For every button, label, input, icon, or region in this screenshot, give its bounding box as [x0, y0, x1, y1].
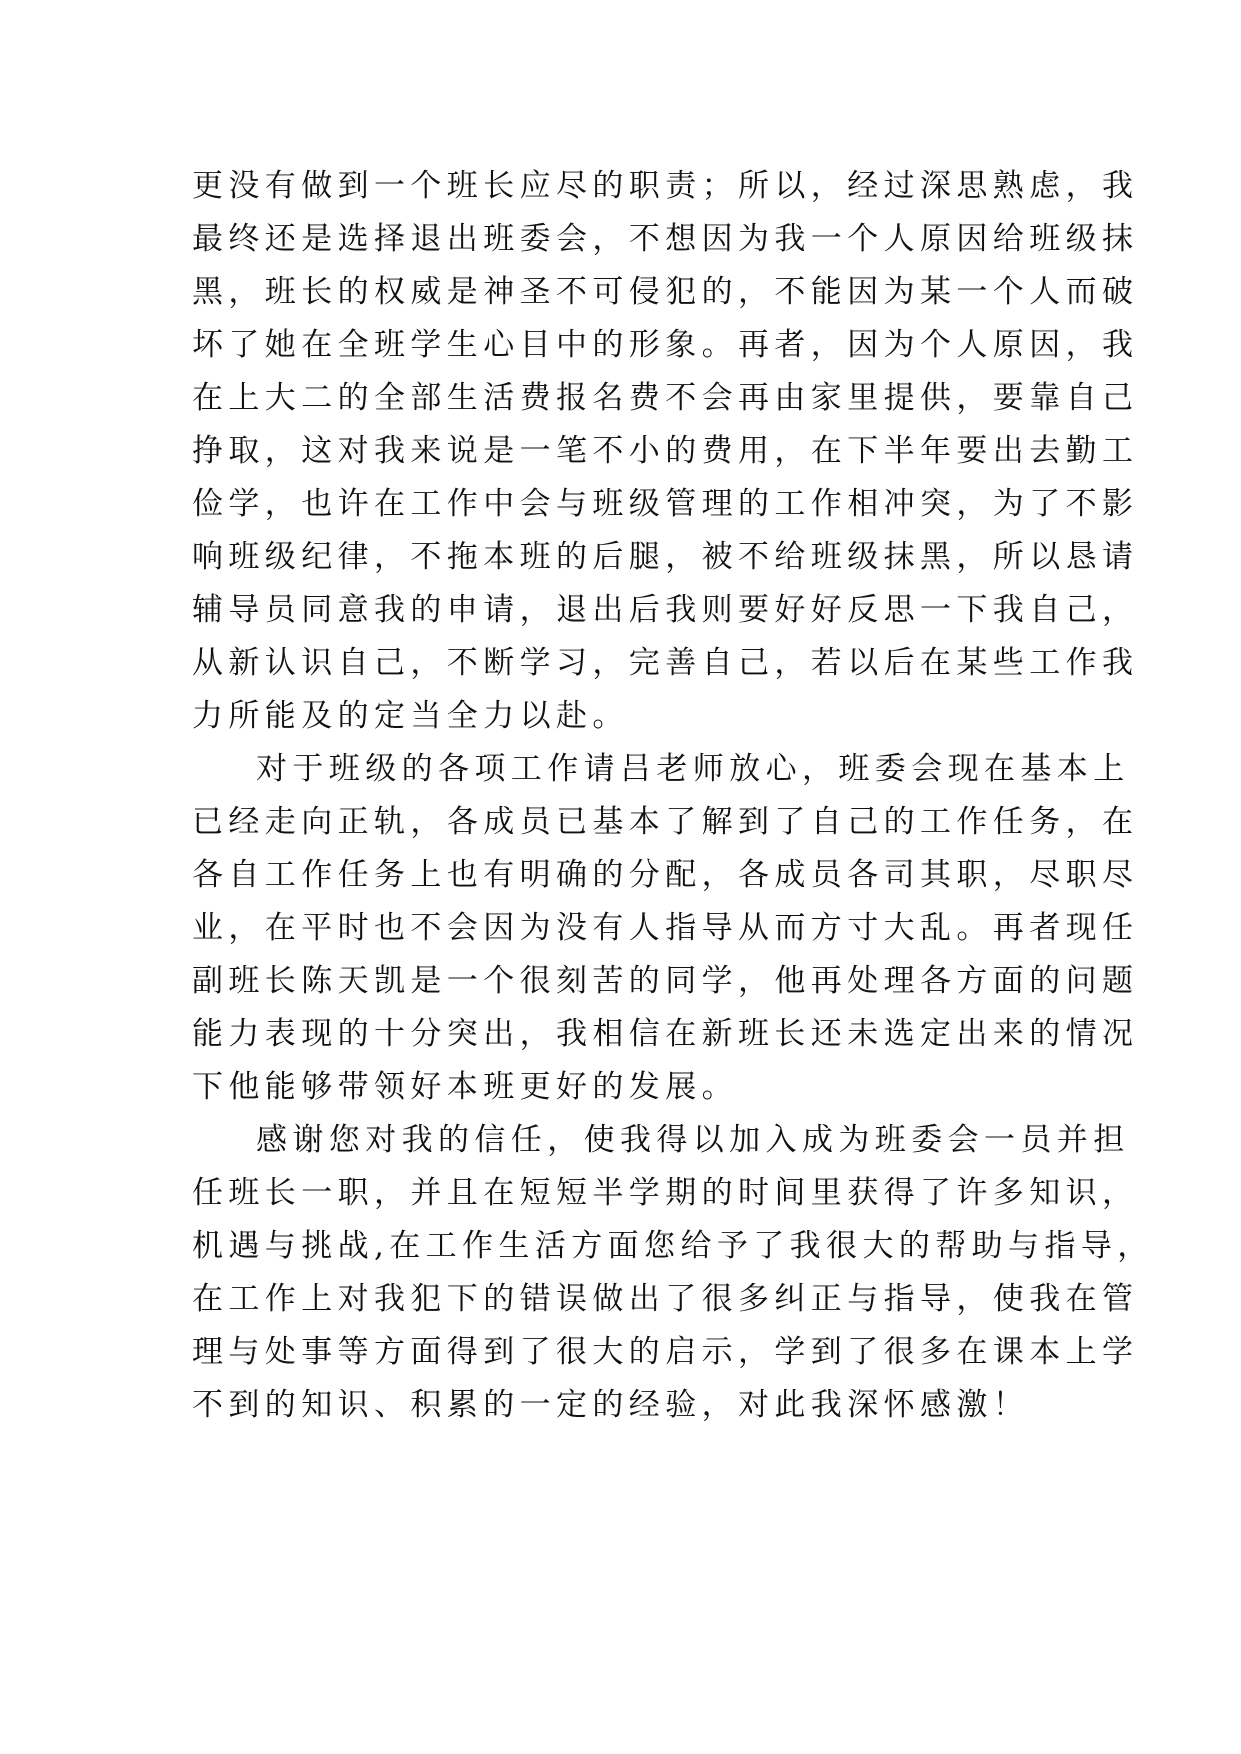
- text-line: 从新认识自己，不断学习，完善自己，若以后在某些工作我: [192, 645, 1139, 681]
- text-line: 俭学，也许在工作中会与班级管理的工作相冲突，为了不影: [192, 486, 1139, 522]
- text-line: 任班长一职，并且在短短半学期的时间里获得了许多知识，: [192, 1175, 1139, 1211]
- text-line: 在上大二的全部生活费报名费不会再由家里提供，要靠自己: [192, 380, 1139, 416]
- text-line: 力所能及的定当全力以赴。: [192, 698, 629, 734]
- text-line: 坏了她在全班学生心目中的形象。再者，因为个人原因，我: [192, 327, 1139, 363]
- text-line: 更没有做到一个班长应尽的职责；所以，经过深思熟虑，我: [192, 168, 1139, 204]
- text-line: 能力表现的十分突出，我相信在新班长还未选定出来的情况: [192, 1016, 1139, 1052]
- text-line: 副班长陈天凯是一个很刻苦的同学，他再处理各方面的问题: [192, 963, 1139, 999]
- text-line: 最终还是选择退出班委会，不想因为我一个人原因给班级抹: [192, 221, 1139, 257]
- text-line: 机遇与挑战,在工作生活方面您给予了我很大的帮助与指导，: [192, 1228, 1154, 1264]
- text-line: 黑，班长的权威是神圣不可侵犯的，不能因为某一个人而破: [192, 274, 1139, 310]
- text-line: 不到的知识、积累的一定的经验，对此我深怀感激！: [192, 1387, 1030, 1423]
- text-line: 下他能够带领好本班更好的发展。: [192, 1069, 738, 1105]
- text-line: 辅导员同意我的申请，退出后我则要好好反思一下我自己，: [192, 592, 1139, 628]
- paragraph-start-line: 对于班级的各项工作请吕老师放心，班委会现在基本上: [256, 751, 1130, 787]
- text-line: 已经走向正轨，各成员已基本了解到了自己的工作任务，在: [192, 804, 1139, 840]
- text-line: 业，在平时也不会因为没有人指导从而方寸大乱。再者现任: [192, 910, 1139, 946]
- text-line: 挣取，这对我来说是一笔不小的费用，在下半年要出去勤工: [192, 433, 1139, 469]
- text-line: 响班级纪律，不拖本班的后腿，被不给班级抹黑，所以恳请: [192, 539, 1139, 575]
- paragraph-start-line: 感谢您对我的信任，使我得以加入成为班委会一员并担: [256, 1122, 1130, 1158]
- text-line: 各自工作任务上也有明确的分配，各成员各司其职，尽职尽: [192, 857, 1139, 893]
- text-line: 在工作上对我犯下的错误做出了很多纠正与指导，使我在管: [192, 1281, 1139, 1317]
- text-line: 理与处事等方面得到了很大的启示，学到了很多在课本上学: [192, 1334, 1139, 1370]
